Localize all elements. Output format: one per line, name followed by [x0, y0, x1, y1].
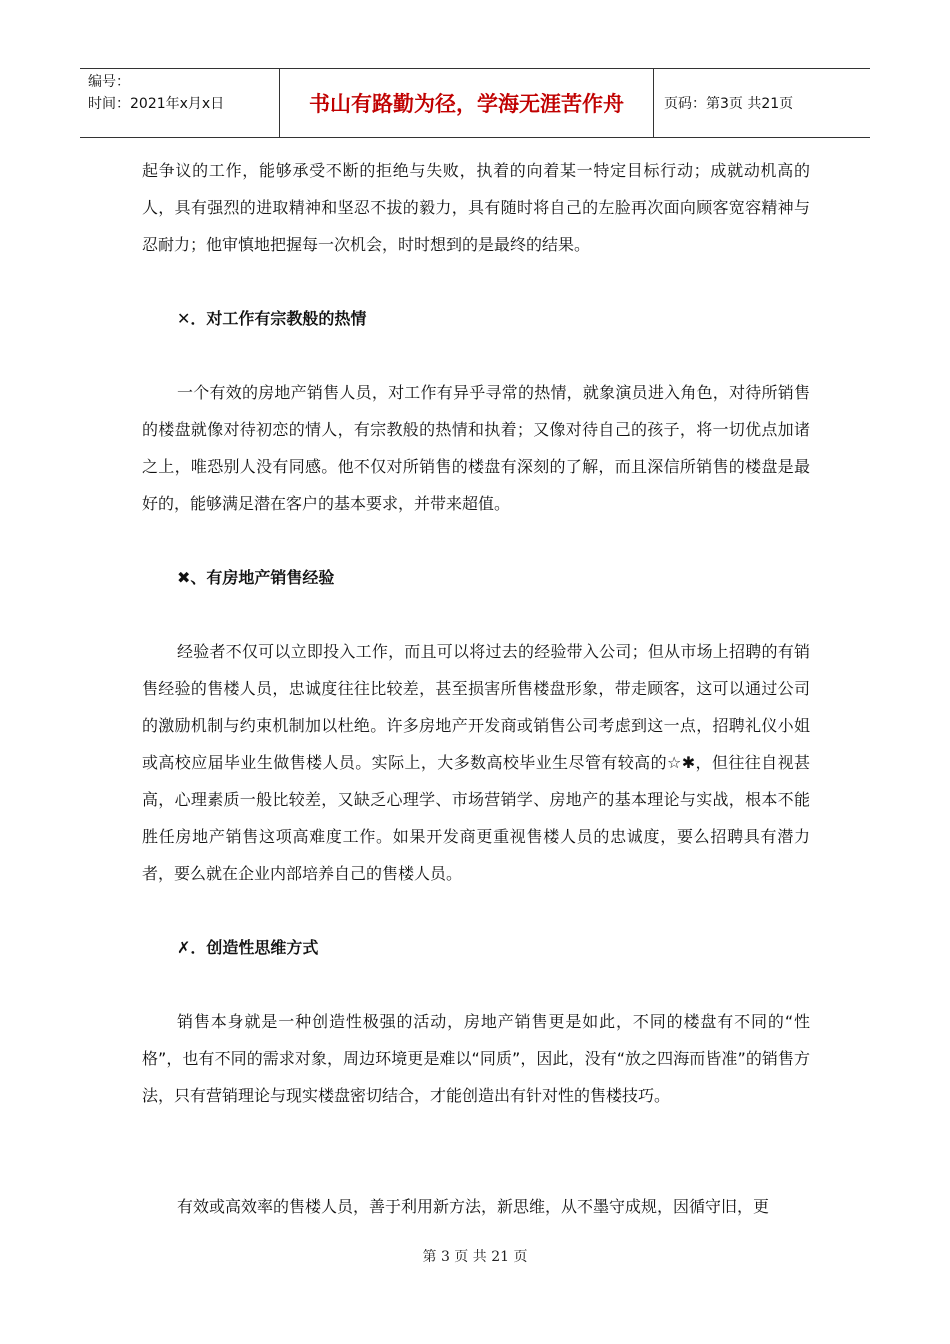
paragraph-4: 销售本身就是一种创造性极强的活动，房地产销售更是如此，不同的楼盘有不同的“性格”，也有不同的需求对象，周边环境更是难以“同质”，因此，没有“放之四海而皆准”的销售方法，只有营销理论与现实楼盘密切结合，才能创造出有针对性的售楼技巧。 [142, 1012, 810, 1105]
document-date-label: 时间：2021年x月x日 [88, 96, 225, 112]
paragraph-5: 有效或高效率的售楼人员，善于利用新方法，新思维，从不墨守成规，因循守旧，更 [177, 1197, 770, 1216]
header-page-label: 页码：第3页 共21页 [664, 96, 794, 112]
section-heading-sales-experience: ✖、有房地产销售经验 [177, 568, 335, 587]
header-motto: 书山有路勤为径，学海无涯苦作舟 [280, 69, 654, 137]
header-meta [80, 69, 280, 137]
paragraph-2: 一个有效的房地产销售人员，对工作有异乎寻常的热情，就象演员进入角色，对待所销售的楼盘就像对待初恋的情人，有宗教般的热情和执着；又像对待自己的孩子，将一切优点加诸之上，唯恐别人没有同感。他不仅对所销售的楼盘有深刻的了解，而且深信所销售的楼盘是最好的，能够满足潜在客户的基本要求，并带来超值。 [142, 383, 810, 513]
section-heading-creative-thinking: ✗．创造性思维方式 [177, 938, 319, 957]
page-header [80, 68, 870, 138]
paragraph-1: 起争议的工作，能够承受不断的拒绝与失败，执着的向着某一特定目标行动；成就动机高的人，具有强烈的进取精神和坚忍不拔的毅力，具有随时将自己的左脸再次面向顾客宽容精神与忍耐力；他审慎地把握每一次机会，时时想到的是最终的结果。 [142, 161, 810, 254]
paragraph-3: 经验者不仅可以立即投入工作，而且可以将过去的经验带入公司；但从市场上招聘的有销售经验的售楼人员，忠诚度往往比较差，甚至损害所售楼盘形象，带走顾客，这可以通过公司的激励机制与约束机制加以杜绝。许多房地产开发商或销售公司考虑到这一点，招聘礼仪小姐或高校应届毕业生做售楼人员。实际上，大多数高校毕业生尽管有较高的☆✱，但往往自视甚高，心理素质一般比较差，又缺乏心理学、市场营销学、房地产的基本理论与实战，根本不能胜任房地产销售这项高难度工作。如果开发商更重视售楼人员的忠诚度，要么招聘具有潜力者，要么就在企业内部培养自己的售楼人员。 [142, 642, 810, 883]
document-body [142, 152, 810, 1225]
page-footer: 第 3 页 共 21 页 [422, 1249, 528, 1265]
document-number-label: 编号： [88, 74, 130, 90]
section-heading-religious-passion: ✕．对工作有宗教般的热情 [177, 309, 367, 328]
